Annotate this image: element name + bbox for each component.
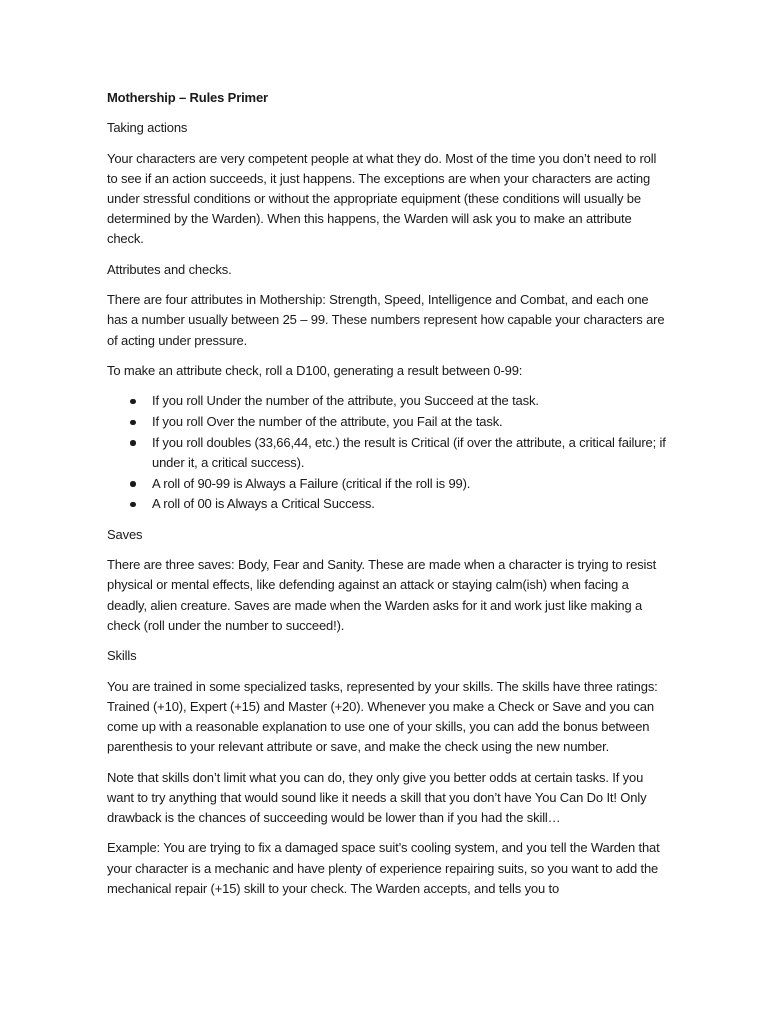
list-item-text: A roll of 00 is Always a Critical Success. — [152, 496, 375, 512]
paragraph-skills-ratings: You are trained in some specialized tasks, represented by your skills. The skills have three ratings: Trained (+10), Expert (+15) and Master (+20). Whenever you make a Check or Save and you can come up with a reasonable explanation to use one of your skills, you can add the bonus between parenthesis to your relevant attribute or save, and make the check using the new number. — [107, 678, 658, 755]
list-item-text: If you roll Under the number of the attribute, you Succeed at the task. — [152, 393, 539, 409]
list-item-text: If you roll doubles (33,66,44, etc.) the result is Critical (if over the attribute, a critical failure; if under it, a critical success). — [152, 434, 666, 470]
list-item — [107, 474, 667, 494]
list-item — [107, 412, 667, 432]
list-item-text: A roll of 90-99 is Always a Failure (critical if the roll is 99). — [152, 475, 471, 491]
attribute-check-rules-list — [107, 391, 667, 514]
paragraph-taking-actions: Your characters are very competent people at what they do. Most of the time you don’t need to roll to see if an action succeeds, it just happens. The exceptions are when your characters are acting under stressful conditions or without the appropriate equipment (these conditions will usually be determined by the Warden). When this happens, the Warden will ask you to make an attribute check. — [107, 150, 657, 247]
paragraph-skills-example: Example: You are trying to fix a damaged space suit’s cooling system, and you tell the Warden that your character is a mechanic and have plenty of experience repairing suits, so you want to add the mechanical repair (+15) skill to your check. The Warden accepts, and tells you to — [107, 840, 660, 896]
list-item — [107, 433, 667, 473]
document-page — [107, 88, 667, 909]
paragraph-skills-note: Note that skills don’t limit what you can do, they only give you better odds at certain tasks. If you want to try anything that would sound like it needs a skill that you don’t have You Can Do It! Only drawback is the chances of succeeding would be lower than if you had the skill… — [107, 769, 647, 825]
bullet-icon — [130, 420, 136, 426]
document-title: Mothership – Rules Primer — [107, 90, 268, 105]
list-item — [107, 391, 667, 411]
paragraph-saves: There are three saves: Body, Fear and Sanity. These are made when a character is trying to resist physical or mental effects, like defending against an attack or staying calm(ish) when facing a deadly, alien creature. Saves are made when the Warden asks for it and work just like making a check (roll under the number to succeed!). — [107, 557, 657, 633]
bullet-icon — [130, 481, 136, 487]
paragraph-attribute-check: To make an attribute check, roll a D100, generating a result between 0-99: — [107, 362, 523, 378]
list-item-text: If you roll Over the number of the attribute, you Fail at the task. — [152, 414, 503, 430]
bullet-icon — [130, 440, 136, 446]
bullet-icon — [130, 502, 136, 508]
paragraph-attributes-intro: There are four attributes in Mothership: Strength, Speed, Intelligence and Combat, and each one has a number usually between 25 – 99. These numbers represent how capable your characters are of acting under pressure. — [107, 292, 665, 348]
section-heading-saves: Saves — [107, 526, 143, 542]
list-item — [107, 494, 667, 514]
section-heading-skills: Skills — [107, 648, 137, 664]
bullet-icon — [130, 399, 136, 405]
section-heading-attributes: Attributes and checks. — [107, 261, 232, 277]
section-heading-taking-actions: Taking actions — [107, 120, 188, 136]
